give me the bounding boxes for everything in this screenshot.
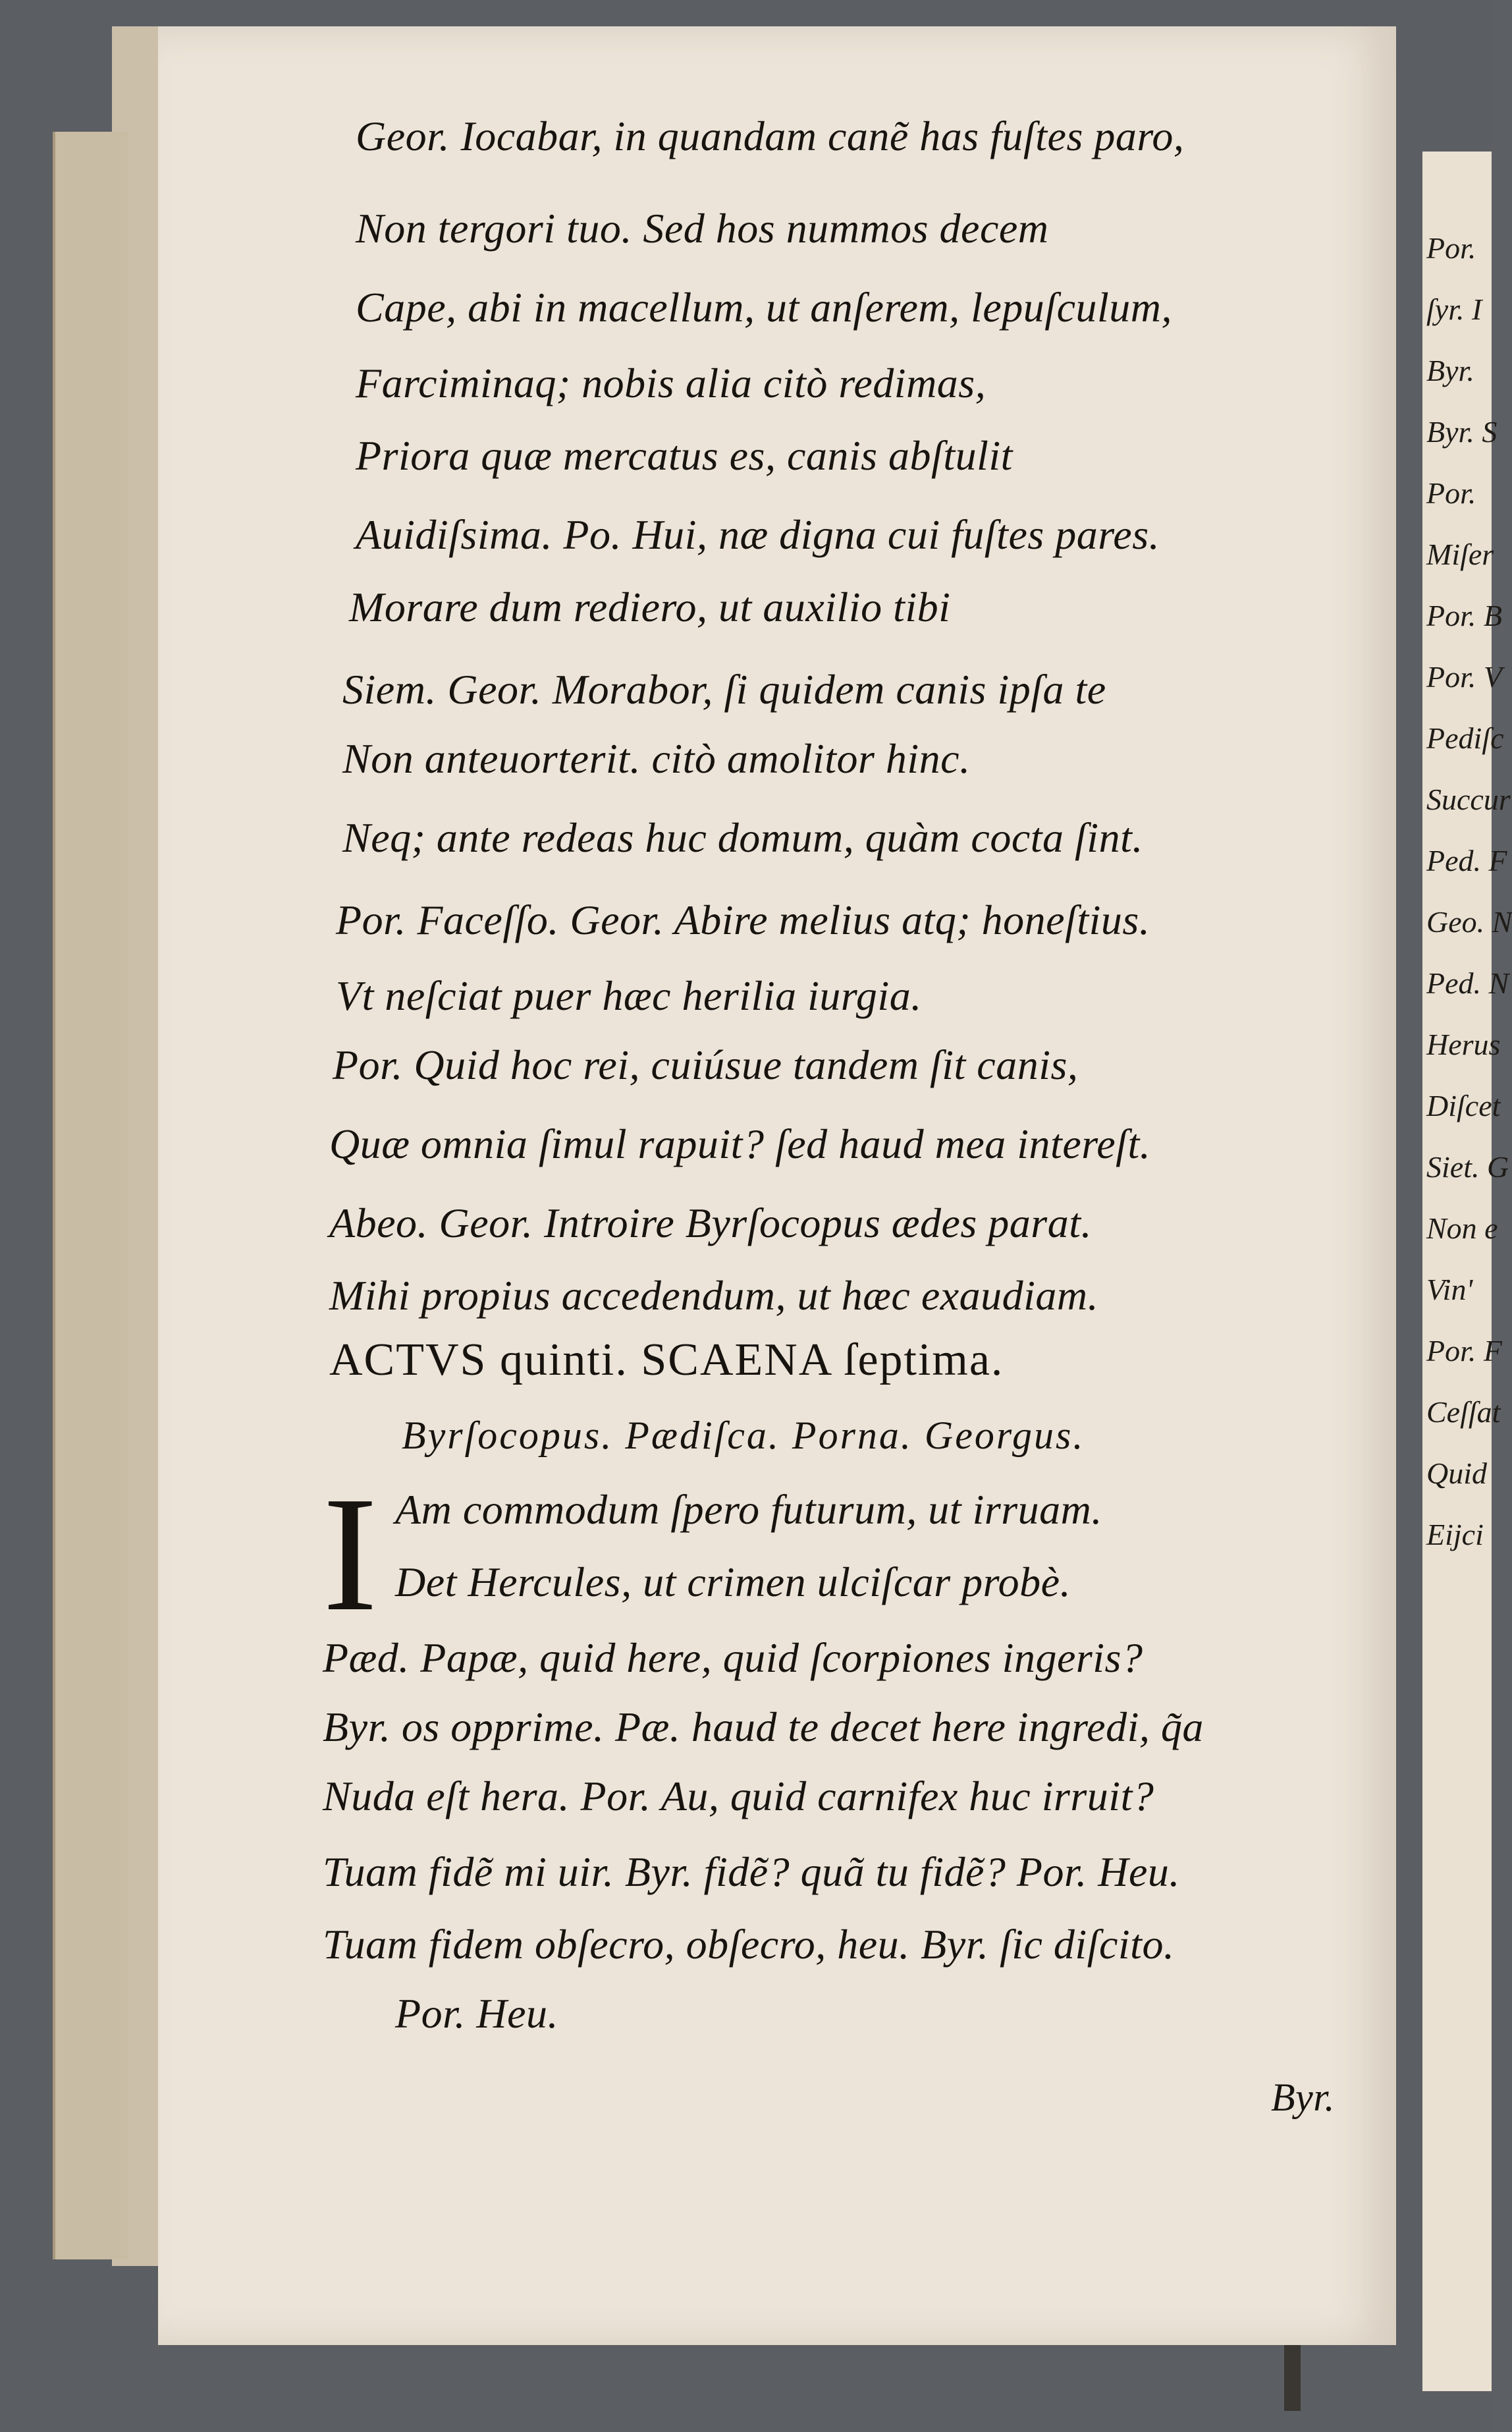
catchword: Byr. (1271, 2076, 1335, 2119)
facing-page-fragment: ſyr. I (1426, 292, 1482, 326)
scene-line: Tuam fidem obſecro, obſecro, heu. Byr. ſic diſcito. (323, 1921, 1175, 1968)
scene-line: Pæd. Papæ, quid here, quid ſcorpiones ingeris? (323, 1634, 1143, 1681)
text-line: Por. Faceſſo. Geor. Abire melius atq; honeſtius. (336, 897, 1150, 943)
text-line: Por. Quid hoc rei, cuiúsue tandem ſit canis, (333, 1041, 1079, 1088)
text-line: Abeo. Geor. Introire Byrſocopus ædes parat. (329, 1200, 1092, 1246)
text-line: Mihi propius accedendum, ut hæc exaudiam. (329, 1272, 1099, 1319)
scene-line: Por. Heu. (395, 1990, 559, 2037)
text-line: Quæ omnia ſimul rapuit? ſed haud mea intereſt. (329, 1120, 1151, 1167)
facing-page-fragment: Por. B (1426, 599, 1502, 632)
facing-page-fragment: Por. F (1426, 1334, 1502, 1368)
scene-line: Det Hercules, ut crimen ulciſcar probè. (395, 1559, 1071, 1605)
facing-page-fragment: Ped. N (1426, 966, 1509, 1000)
text-line: Morare dum rediero, ut auxilio tibi (349, 584, 951, 630)
facing-page-fragment: Succur (1426, 783, 1511, 816)
facing-page-fragment: Herus (1426, 1028, 1501, 1061)
facing-page-fragment: Byr. S (1426, 415, 1498, 449)
text-line: Cape, abi in macellum, ut anſerem, lepuſculum, (356, 284, 1172, 331)
text-line: Vt neſciat puer hæc herilia iurgia. (336, 972, 922, 1019)
facing-page-fragment: Eijci (1426, 1518, 1484, 1551)
cast-list: Byrſocopus. Pædiſca. Porna. Georgus. (402, 1414, 1085, 1457)
scene-line: Tuam fidẽ mi uir. Byr. fidẽ? quã tu fidẽ? Por. Heu. (323, 1848, 1180, 1895)
facing-page-fragment: Non e (1426, 1211, 1498, 1245)
text-line: Farciminaq; nobis alia citò redimas, (356, 360, 986, 406)
text-line: Siem. Geor. Morabor, ſi quidem canis ipſa te (342, 666, 1106, 713)
text-line: Neq; ante redeas huc domum, quàm cocta ſint. (342, 814, 1143, 861)
facing-page-text (1426, 217, 1512, 1565)
text-line: Non tergori tuo. Sed hos nummos decem (356, 205, 1049, 252)
drop-cap: I (323, 1463, 378, 1645)
scene-line: Nuda eſt hera. Por. Au, quid carnifex huc irruit? (323, 1773, 1154, 1819)
facing-page-fragment: Por. (1426, 476, 1476, 510)
page-edges (53, 132, 128, 2259)
scene-line: Byr. os opprime. Pæ. haud te decet here ingredi, q̃a (323, 1703, 1204, 1750)
text-line: Non anteuorterit. citò amolitor hinc. (342, 735, 971, 782)
facing-page-fragment: Por. V (1426, 660, 1502, 694)
facing-page-fragment: Pediſc (1426, 721, 1504, 755)
facing-page-fragment: Diſcet (1426, 1089, 1501, 1122)
text-line: Priora quæ mercatus es, canis abſtulit (356, 432, 1013, 479)
facing-page-fragment: Por. (1426, 231, 1476, 265)
facing-page (1422, 152, 1512, 2391)
scene-heading: ACTVS quinti. SCAENA ſeptima. (329, 1335, 1004, 1385)
text-line: Auidiſsima. Po. Hui, næ digna cui fuſtes pares. (356, 511, 1160, 558)
scene-line: Am commodum ſpero futurum, ut irruam. (395, 1486, 1102, 1533)
facing-page-fragment: Ceſſat (1426, 1395, 1501, 1429)
facing-page-fragment: Geo. N (1426, 905, 1512, 939)
facing-page-fragment: Miſer (1426, 538, 1494, 571)
facing-page-fragment: Quid (1426, 1456, 1487, 1490)
facing-page-fragment: Siet. G (1426, 1150, 1509, 1184)
text-line: Geor. Iocabar, in quandam canẽ has fuſtes paro, (356, 113, 1185, 159)
facing-page-fragment: Byr. (1426, 354, 1474, 387)
facing-page-fragment: Ped. F (1426, 844, 1507, 877)
facing-page-fragment: Vin' (1426, 1273, 1473, 1306)
